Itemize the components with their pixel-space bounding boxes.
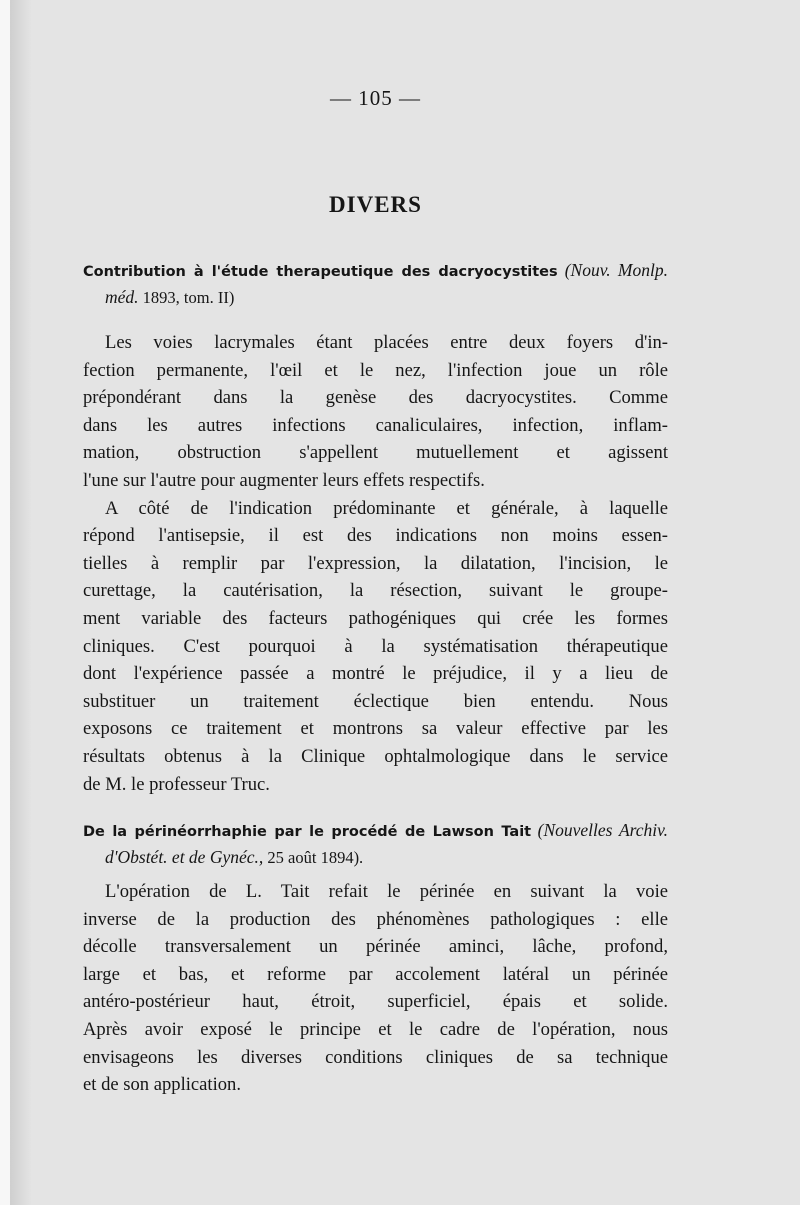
- text-line: substituer un traitement éclectique bien entendu. Nous: [83, 690, 668, 712]
- text-line: mation, obstruction s'appellent mutuellement et agissent: [83, 442, 668, 464]
- text-line: antéro-postérieur haut, étroit, superficiel, épais et solide.: [83, 991, 668, 1013]
- text-line: L'opération de L. Tait refait le périnée en suivant la voie: [105, 881, 668, 902]
- text-line: Après avoir exposé le principe et le cadre de l'opération, nous: [83, 1018, 668, 1040]
- text-line: résultats obtenus à la Clinique ophtalmologique dans le service: [83, 745, 668, 767]
- text-line: de M. le professeur Truc.: [83, 773, 270, 795]
- text-line: large et bas, et reforme par accolement latéral un périnée: [83, 963, 668, 985]
- text-line: décolle transversalement un périnée aminci, lâche, profond,: [83, 936, 668, 958]
- text-line: fection permanente, l'œil et le nez, l'infection joue un rôle: [83, 359, 668, 381]
- entry-heading-title: De la périnéorrhaphie par le procédé de Lawson Tait: [83, 824, 532, 840]
- entry-heading-source: (Nouv. Monlp.: [564, 260, 668, 280]
- text-line: exposons ce traitement et montrons sa valeur effective par les: [83, 718, 668, 740]
- text-line: A côté de l'indication prédominante et générale, à laquelle: [105, 497, 668, 519]
- entry-heading-source-date: 25 août 1894).: [267, 848, 364, 867]
- text-line: répond l'antisepsie, il est des indications non moins essen-: [83, 525, 668, 547]
- entry-heading-line: [83, 285, 668, 310]
- text-line: envisageons les diverses conditions cliniques de sa technique: [83, 1046, 668, 1068]
- text-line: prépondérant dans la genèse des dacryocystites. Comme: [83, 387, 668, 409]
- entry-heading-source-date: 1893, tom. II): [142, 288, 235, 307]
- entry-heading-line: [83, 845, 668, 870]
- text-line: et de son application.: [83, 1074, 242, 1096]
- text-line: inverse de la production des phénomènes pathologiques : elle: [83, 908, 668, 930]
- text-line: curettage, la cautérisation, la résection, suivant le groupe-: [83, 580, 668, 602]
- entry-heading-source-journal: d'Obstét. et de Gynéc.,: [105, 847, 264, 867]
- entry-heading-source: (Nouvelles Archiv.: [537, 820, 669, 840]
- page-gutter-shadow: [10, 0, 32, 1205]
- entry-heading-source-journal: méd.: [105, 287, 139, 307]
- entry-heading-perineorrhaphie: [83, 818, 668, 870]
- page-margin-left: [0, 0, 10, 1205]
- text-line: tielles à remplir par l'expression, la dilatation, l'incision, le: [83, 552, 668, 574]
- entry-heading-line: [83, 258, 668, 285]
- section-title: DIVERS: [329, 192, 422, 217]
- text-line: Les voies lacrymales étant placées entre deux foyers d'in-: [105, 332, 668, 353]
- entry-heading-line: [83, 818, 668, 845]
- entry-2-paragraph-1: [83, 878, 668, 1099]
- text-line: cliniques. C'est pourquoi à la systématisation thérapeutique: [83, 635, 668, 657]
- text-line: dont l'expérience passée a montré le préjudice, il y a lieu de: [83, 663, 668, 685]
- entry-heading-title: Contribution à l'étude therapeutique des dacryocystites: [83, 264, 558, 280]
- entry-heading-dacryocystites: [83, 258, 668, 310]
- text-line: dans les autres infections canaliculaires, infection, inflam-: [83, 414, 668, 436]
- entry-1-paragraph-1: [83, 329, 668, 798]
- page-number: — 105 —: [330, 86, 421, 110]
- text-line: l'une sur l'autre pour augmenter leurs effets respectifs.: [83, 469, 485, 491]
- text-line: ment variable des facteurs pathogéniques qui crée les formes: [83, 607, 668, 629]
